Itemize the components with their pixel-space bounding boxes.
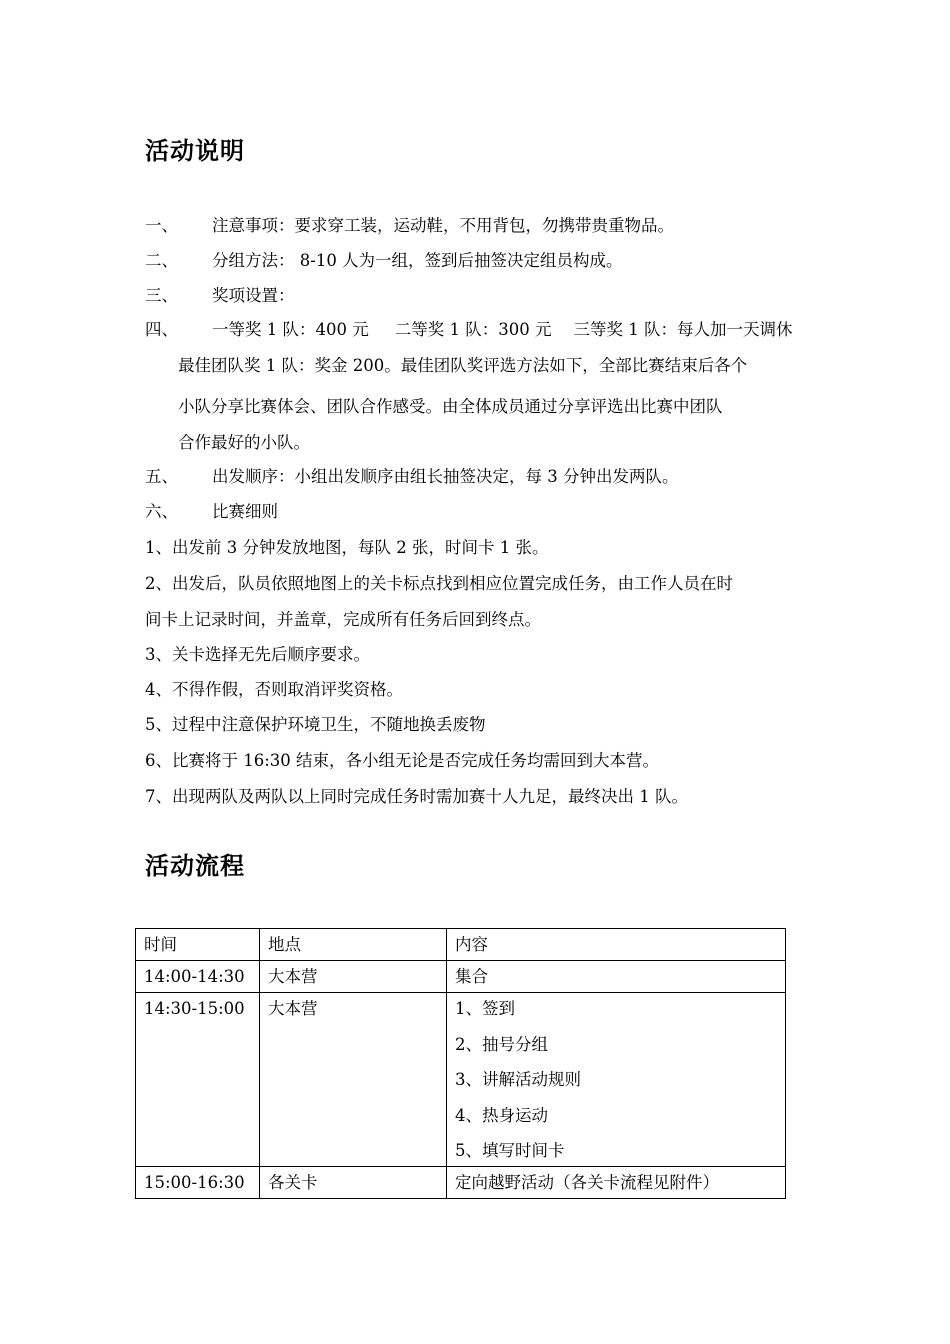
table-row (136, 993, 786, 1167)
prize-second: 二等奖 1 队：300 元 (394, 320, 552, 339)
item-text: 比赛细则 (212, 502, 278, 521)
cell-place: 各关卡 (260, 1167, 447, 1199)
content-step: 2、抽号分组 (455, 1034, 548, 1054)
prize-first: 一等奖 1 队：400 元 (212, 320, 369, 339)
cell-content: 定向越野活动（各关卡流程见附件） (447, 1167, 786, 1199)
content-step: 3、讲解活动规则 (455, 1070, 581, 1089)
rule-line: 5、过程中注意保护环境卫生，不随地换丢废物 (145, 715, 486, 734)
content-step: 4、热身运动 (455, 1105, 548, 1125)
header-place: 地点 (260, 929, 447, 961)
item-number: 三、 (145, 286, 178, 305)
best-team-line: 小队分享比赛体会、团队合作感受。由全体成员通过分享评选出比赛中团队 (178, 397, 723, 416)
best-team-line: 合作最好的小队。 (178, 433, 310, 452)
item-text: 分组方法： 8-10 人为一组，签到后抽签决定组员构成。 (212, 251, 623, 270)
item-text: 奖项设置： (212, 286, 295, 305)
table-row (136, 1167, 786, 1199)
header-time: 时间 (136, 929, 260, 961)
header-content: 内容 (447, 929, 786, 961)
prize-third: 三等奖 1 队：每人加一天调休 (573, 320, 793, 339)
schedule-table (135, 928, 786, 1199)
cell-place: 大本营 (260, 993, 447, 1167)
rule-line: 7、出现两队及两队以上同时完成任务时需加赛十人九足，最终决出 1 队。 (145, 787, 688, 806)
table-header-row (136, 929, 786, 961)
cell-place: 大本营 (260, 961, 447, 993)
content-step: 1、签到 (455, 999, 515, 1018)
cell-time: 14:00-14:30 (136, 961, 260, 993)
item-number: 一、 (145, 216, 178, 235)
rule-line: 4、不得作假，否则取消评奖资格。 (145, 680, 403, 699)
best-team-line: 最佳团队奖 1 队：奖金 200。最佳团队奖评选方法如下，全部比赛结束后各个 (178, 356, 748, 375)
item-number: 二、 (145, 251, 178, 270)
section-title-flow: 活动流程 (145, 852, 245, 880)
cell-content (447, 993, 786, 1167)
rule-line: 3、关卡选择无先后顺序要求。 (145, 645, 370, 664)
cell-time: 15:00-16:30 (136, 1167, 260, 1199)
cell-content: 集合 (447, 961, 786, 993)
rule-line: 1、出发前 3 分钟发放地图，每队 2 张，时间卡 1 张。 (145, 538, 549, 557)
item-number: 六、 (145, 502, 178, 521)
rule-line: 2、出发后，队员依照地图上的关卡标点找到相应位置完成任务，由工作人员在时 (145, 574, 733, 593)
rule-line: 间卡上记录时间，并盖章，完成所有任务后回到终点。 (145, 610, 541, 629)
item-number: 五、 (145, 467, 178, 486)
rule-line: 6、比赛将于 16:30 结束，各小组无论是否完成任务均需回到大本营。 (145, 751, 660, 770)
section-title-description: 活动说明 (145, 137, 245, 165)
prize-line (212, 319, 792, 341)
content-step: 5、填写时间卡 (455, 1141, 565, 1160)
item-text: 出发顺序：小组出发顺序由组长抽签决定，每 3 分钟出发两队。 (212, 467, 679, 486)
cell-time: 14:30-15:00 (136, 993, 260, 1167)
table-row (136, 961, 786, 993)
item-text: 注意事项：要求穿工装，运动鞋，不用背包，勿携带贵重物品。 (212, 216, 674, 235)
item-number: 四、 (145, 320, 178, 339)
